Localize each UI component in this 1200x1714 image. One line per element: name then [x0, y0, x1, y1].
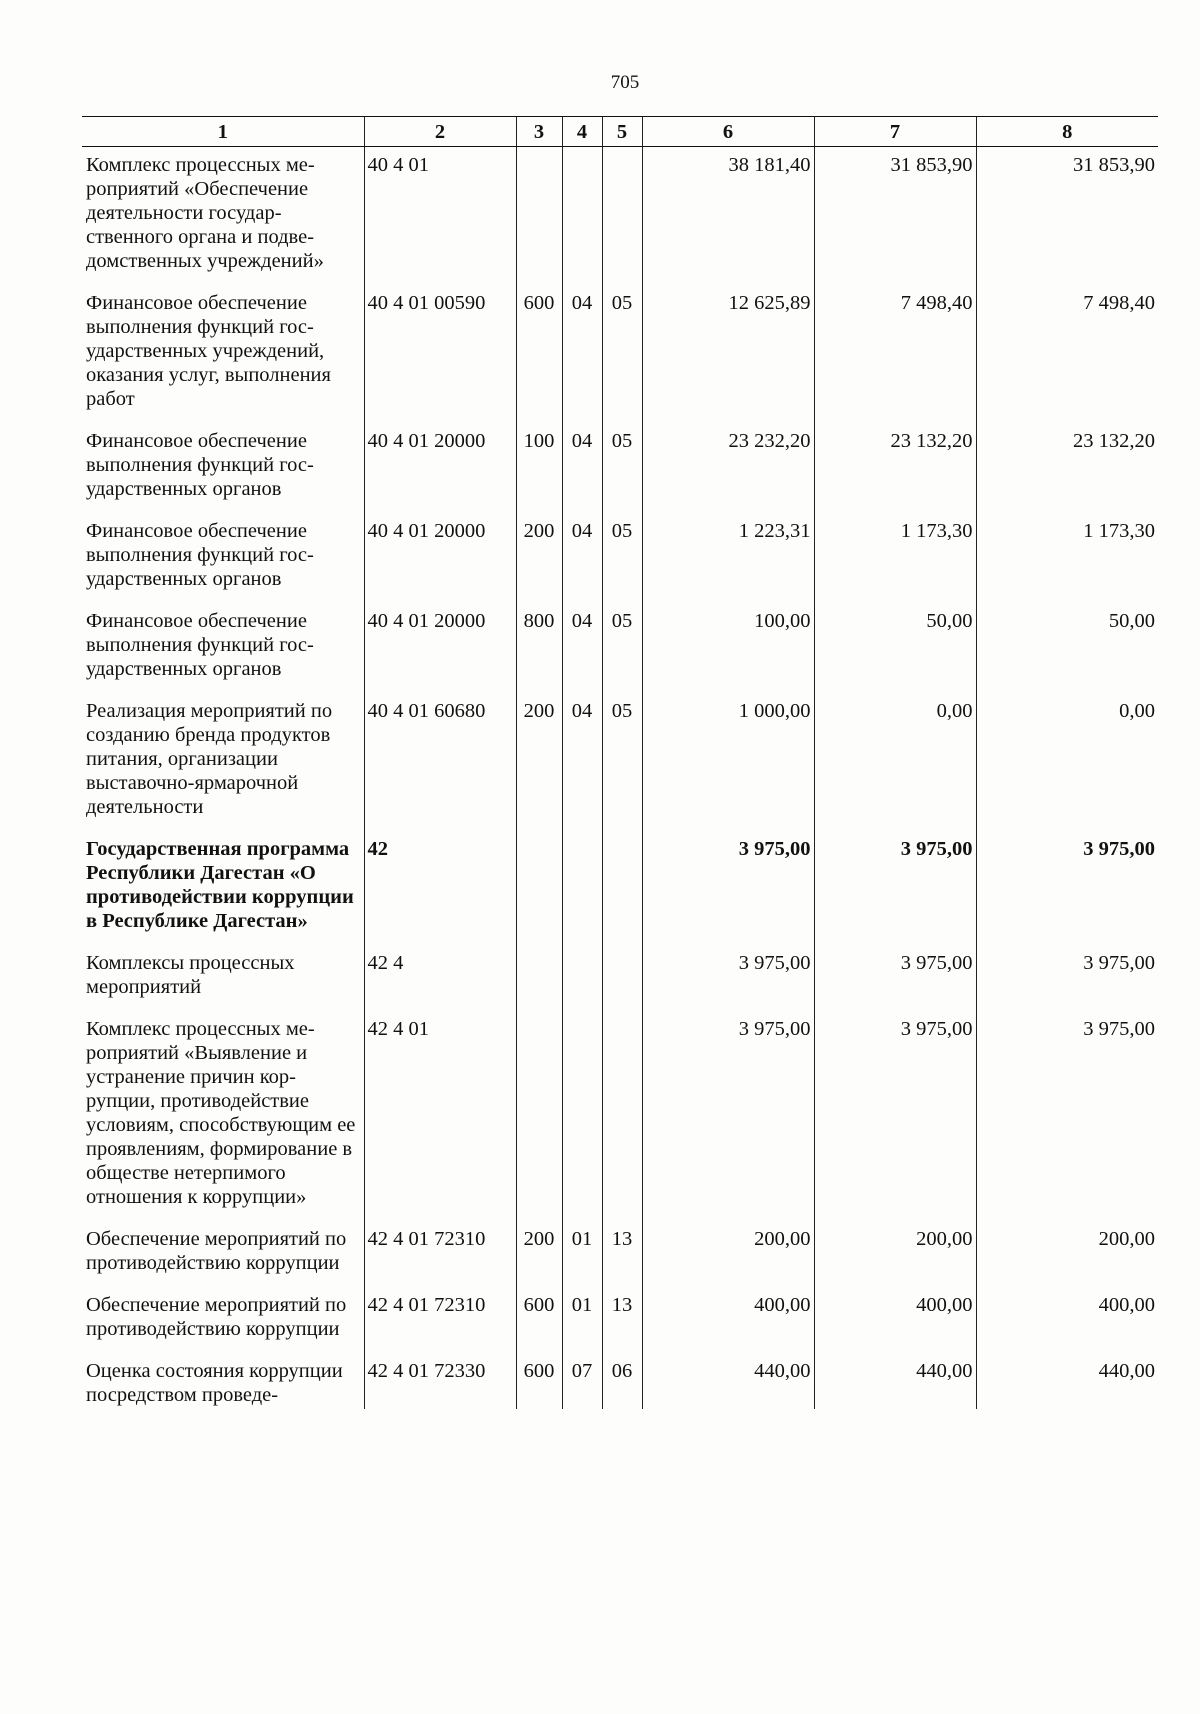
amount-col7-cell: 7 498,40 — [814, 285, 976, 423]
amount-col6-cell: 12 625,89 — [642, 285, 814, 423]
section-cell — [562, 147, 602, 286]
header-row — [82, 117, 1158, 147]
section-cell: 01 — [562, 1221, 602, 1287]
classification-code-cell: 40 4 01 20000 — [364, 603, 516, 693]
amount-col6-cell: 3 975,00 — [642, 1011, 814, 1221]
table-row — [82, 945, 1158, 1011]
amount-col8-cell: 1 173,30 — [976, 513, 1158, 603]
amount-col8-cell: 400,00 — [976, 1287, 1158, 1353]
section-cell: 01 — [562, 1287, 602, 1353]
amount-col6-cell: 440,00 — [642, 1353, 814, 1409]
row-name-cell: Обеспечение мероприятий по противодействию коррупции — [86, 1294, 347, 1340]
amount-col7-cell: 440,00 — [814, 1353, 976, 1409]
classification-code-cell: 40 4 01 60680 — [364, 693, 516, 831]
column-header: 5 — [602, 117, 642, 147]
budget-table — [82, 116, 1158, 1409]
row-name-cell: Обеспечение мероприятий по противодействию коррупции — [86, 1228, 347, 1274]
subsection-cell — [602, 831, 642, 945]
subsection-cell — [602, 1011, 642, 1221]
amount-col6-cell: 1 223,31 — [642, 513, 814, 603]
amount-col8-cell: 200,00 — [976, 1221, 1158, 1287]
table-row — [82, 1221, 1158, 1287]
amount-col7-cell: 23 132,20 — [814, 423, 976, 513]
amount-col6-cell: 38 181,40 — [642, 147, 814, 286]
subsection-cell — [602, 147, 642, 286]
section-cell — [562, 945, 602, 1011]
expense-type-cell — [516, 1011, 562, 1221]
classification-code-cell: 42 — [364, 831, 516, 945]
amount-col6-cell: 3 975,00 — [642, 831, 814, 945]
classification-code-cell: 42 4 01 — [364, 1011, 516, 1221]
amount-col7-cell: 200,00 — [814, 1221, 976, 1287]
amount-col6-cell: 3 975,00 — [642, 945, 814, 1011]
expense-type-cell: 200 — [516, 1221, 562, 1287]
subsection-cell: 05 — [602, 603, 642, 693]
table-row — [82, 693, 1158, 831]
row-name-cell: Финансовое обеспечение выполнения функций государственных органов — [86, 610, 314, 680]
classification-code-cell: 40 4 01 20000 — [364, 513, 516, 603]
amount-col7-cell: 3 975,00 — [814, 831, 976, 945]
row-name-cell: Оценка состояния коррупции посредством проведе- — [86, 1360, 343, 1406]
column-header: 3 — [516, 117, 562, 147]
table-row — [82, 285, 1158, 423]
section-cell: 04 — [562, 693, 602, 831]
classification-code-cell: 42 4 — [364, 945, 516, 1011]
row-name-cell: Реализация мероприятий по созданию бренда продуктов питания, организации выставочно-ярмарочной деятельности — [86, 700, 333, 818]
column-header: 7 — [814, 117, 976, 147]
amount-col8-cell: 3 975,00 — [976, 945, 1158, 1011]
subsection-cell — [602, 945, 642, 1011]
table-row — [82, 513, 1158, 603]
subsection-cell: 13 — [602, 1221, 642, 1287]
amount-col6-cell: 23 232,20 — [642, 423, 814, 513]
amount-col6-cell: 400,00 — [642, 1287, 814, 1353]
expense-type-cell: 200 — [516, 513, 562, 603]
section-cell: 07 — [562, 1353, 602, 1409]
row-name-cell: Комплекс процессных мероприятий «Обеспечение деятельности государственного органа и подведомственных учреждений» — [86, 154, 324, 272]
classification-code-cell: 40 4 01 — [364, 147, 516, 286]
classification-code-cell: 42 4 01 72310 — [364, 1221, 516, 1287]
row-name-cell: Финансовое обеспечение выполнения функций государственных учреждений, оказания услуг, выполнения работ — [86, 292, 331, 410]
table-row — [82, 603, 1158, 693]
table-row — [82, 1287, 1158, 1353]
table-row — [82, 831, 1158, 945]
column-header: 4 — [562, 117, 602, 147]
amount-col6-cell: 1 000,00 — [642, 693, 814, 831]
amount-col8-cell: 7 498,40 — [976, 285, 1158, 423]
page-number: 705 — [610, 72, 640, 93]
row-name-cell: Финансовое обеспечение выполнения функций государственных органов — [86, 430, 314, 500]
column-header: 8 — [976, 117, 1158, 147]
expense-type-cell — [516, 945, 562, 1011]
subsection-cell: 05 — [602, 423, 642, 513]
row-name-cell: Комплекс процессных мероприятий «Выявление и устранение причин коррупции, противодействие условиям, способствующим ее проявлениям, формирование в обществе нетерпимого отношения к коррупции» — [86, 1018, 356, 1208]
amount-col7-cell: 1 173,30 — [814, 513, 976, 603]
amount-col7-cell: 31 853,90 — [814, 147, 976, 286]
table-body — [82, 147, 1158, 1410]
column-header: 6 — [642, 117, 814, 147]
row-name-cell: Государственная программа Республики Дагестан «О противодействии коррупции в Республике Дагестан» — [86, 838, 354, 932]
table-row — [82, 423, 1158, 513]
expense-type-cell — [516, 831, 562, 945]
classification-code-cell: 40 4 01 00590 — [364, 285, 516, 423]
amount-col8-cell: 3 975,00 — [976, 1011, 1158, 1221]
section-cell: 04 — [562, 603, 602, 693]
row-name-cell: Комплексы процессных мероприятий — [86, 952, 295, 998]
section-cell — [562, 1011, 602, 1221]
expense-type-cell: 600 — [516, 1353, 562, 1409]
amount-col8-cell: 31 853,90 — [976, 147, 1158, 286]
amount-col8-cell: 23 132,20 — [976, 423, 1158, 513]
subsection-cell: 13 — [602, 1287, 642, 1353]
amount-col8-cell: 3 975,00 — [976, 831, 1158, 945]
subsection-cell: 05 — [602, 693, 642, 831]
expense-type-cell: 600 — [516, 285, 562, 423]
amount-col7-cell: 50,00 — [814, 603, 976, 693]
amount-col6-cell: 200,00 — [642, 1221, 814, 1287]
amount-col8-cell: 50,00 — [976, 603, 1158, 693]
section-cell: 04 — [562, 513, 602, 603]
classification-code-cell: 42 4 01 72310 — [364, 1287, 516, 1353]
expense-type-cell: 200 — [516, 693, 562, 831]
amount-col8-cell: 0,00 — [976, 693, 1158, 831]
amount-col7-cell: 3 975,00 — [814, 945, 976, 1011]
section-cell: 04 — [562, 423, 602, 513]
section-cell — [562, 831, 602, 945]
amount-col7-cell: 3 975,00 — [814, 1011, 976, 1221]
expense-type-cell — [516, 147, 562, 286]
subsection-cell: 05 — [602, 285, 642, 423]
column-header: 2 — [364, 117, 516, 147]
expense-type-cell: 100 — [516, 423, 562, 513]
amount-col8-cell: 440,00 — [976, 1353, 1158, 1409]
subsection-cell: 06 — [602, 1353, 642, 1409]
column-header: 1 — [82, 117, 364, 147]
row-name-cell: Финансовое обеспечение выполнения функций государственных органов — [86, 520, 314, 590]
section-cell: 04 — [562, 285, 602, 423]
expense-type-cell: 800 — [516, 603, 562, 693]
classification-code-cell: 40 4 01 20000 — [364, 423, 516, 513]
classification-code-cell: 42 4 01 72330 — [364, 1353, 516, 1409]
subsection-cell: 05 — [602, 513, 642, 603]
amount-col7-cell: 0,00 — [814, 693, 976, 831]
amount-col6-cell: 100,00 — [642, 603, 814, 693]
table-row — [82, 147, 1158, 286]
table-row — [82, 1011, 1158, 1221]
amount-col7-cell: 400,00 — [814, 1287, 976, 1353]
expense-type-cell: 600 — [516, 1287, 562, 1353]
table-row — [82, 1353, 1158, 1409]
